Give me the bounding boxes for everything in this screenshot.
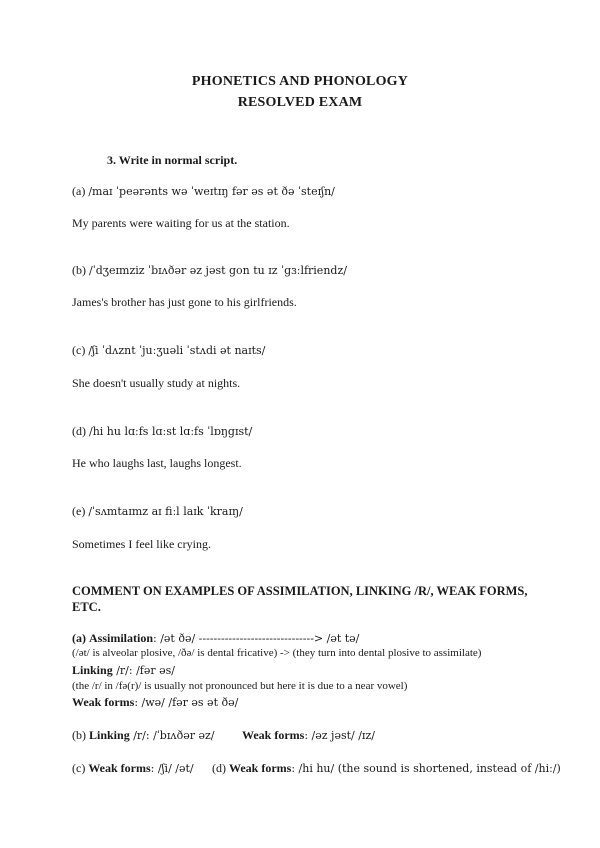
item-e-answer: Sometimes I feel like crying. xyxy=(72,537,211,551)
item-b-phonetic: /ˈdʒeɪmziz ˈbɪʌðər əz jəst gon tu ɪz ˈgɜːlfriendz/ xyxy=(89,264,347,277)
comment-b-linking xyxy=(72,728,214,743)
item-e-phonetic: /ˈsʌmtaɪmz aɪ fiːl laɪk ˈkraɪŋ/ xyxy=(88,505,243,518)
item-c-phonetic: /ʃi ˈdʌznt ˈjuːʒuəli ˈstʌdi ət naɪts/ xyxy=(88,344,266,357)
comment-a-linking-label: Linking xyxy=(72,663,113,677)
item-b-letter: (b) xyxy=(72,263,86,277)
comment-b-linking-text: /r/: /ˈbɪʌðər əz/ xyxy=(129,729,215,742)
item-d-letter: (d) xyxy=(72,424,86,438)
comment-a-letter: (a) xyxy=(72,631,86,645)
item-c-letter: (c) xyxy=(72,343,86,357)
comment-a-weak-text: : /wə/ /fər əs ət ðə/ xyxy=(134,696,239,709)
comment-c-letter: (c) xyxy=(72,761,86,775)
comment-a-assimilation xyxy=(72,631,359,646)
comment-a-assimilation-note: (/ət/ is alveolar plosive, /ðə/ is dental fricative) -> (they turn into dental plosive to assimilate) xyxy=(72,647,482,659)
item-c-phonetic-line xyxy=(72,343,265,358)
comment-a-linking xyxy=(72,663,175,678)
comment-heading-line-2: ETC. xyxy=(72,600,101,614)
comment-a-linking-text: /r/: /fər əs/ xyxy=(112,664,175,677)
item-e-phonetic-line xyxy=(72,504,243,519)
item-d-answer: He who laughs last, laughs longest. xyxy=(72,456,242,470)
comment-b-linking-label: Linking xyxy=(89,728,130,742)
comment-b-letter: (b) xyxy=(72,728,86,742)
comment-b-weak-text: : /əz jəst/ /ɪz/ xyxy=(304,729,375,742)
comment-c-weak-text: : /ʃi/ /ət/ xyxy=(150,762,194,775)
title-line-1: PHONETICS AND PHONOLOGY xyxy=(191,74,409,89)
comment-a-weak-label: Weak forms xyxy=(72,695,135,709)
comment-d-letter: (d) xyxy=(212,761,226,775)
item-a-letter: (a) xyxy=(72,184,86,198)
comment-a-assimilation-label: Assimilation xyxy=(89,631,154,645)
comment-heading-line-1: COMMENT ON EXAMPLES OF ASSIMILATION, LINKING /R/, WEAK FORMS, xyxy=(72,584,528,598)
comment-a-weak-forms xyxy=(72,695,238,710)
comment-d-weak-forms xyxy=(212,761,561,776)
item-a-phonetic: /maɪ ˈpeərənts wə ˈweɪtɪŋ fər əs ət ðə ˈsteɪʃn/ xyxy=(88,185,335,198)
comment-a-linking-note: (the /r/ in /fə(r)/ is usually not pronounced but here it is due to a near vowel) xyxy=(72,680,408,692)
item-a-answer: My parents were waiting for us at the station. xyxy=(72,216,290,230)
item-c-answer: She doesn't usually study at nights. xyxy=(72,376,241,390)
comment-c-weak-label: Weak forms xyxy=(88,761,151,775)
item-a-phonetic-line xyxy=(72,184,335,199)
item-b-answer: James's brother has just gone to his girlfriends. xyxy=(72,295,297,309)
comment-a-assimilation-text: : /ət ðə/ -------------------------------> /ət tə/ xyxy=(153,632,360,645)
exercise-heading: 3. Write in normal script. xyxy=(107,153,238,167)
comment-b-weak-label: Weak forms xyxy=(242,728,305,742)
title-line-2: RESOLVED EXAM xyxy=(237,95,363,110)
item-d-phonetic: /hi hu lɑːfs lɑːst lɑːfs ˈlɒŋgɪst/ xyxy=(89,425,253,438)
comment-c-weak-forms xyxy=(72,761,194,776)
comment-d-weak-text: : /hi hu/ (the sound is shortened, instead of /hiː/) xyxy=(291,762,561,775)
item-e-letter: (e) xyxy=(72,504,86,518)
item-d-phonetic-line xyxy=(72,424,252,439)
comment-b-weak-forms xyxy=(242,728,375,743)
item-b-phonetic-line xyxy=(72,263,347,278)
comment-d-weak-label: Weak forms xyxy=(229,761,292,775)
